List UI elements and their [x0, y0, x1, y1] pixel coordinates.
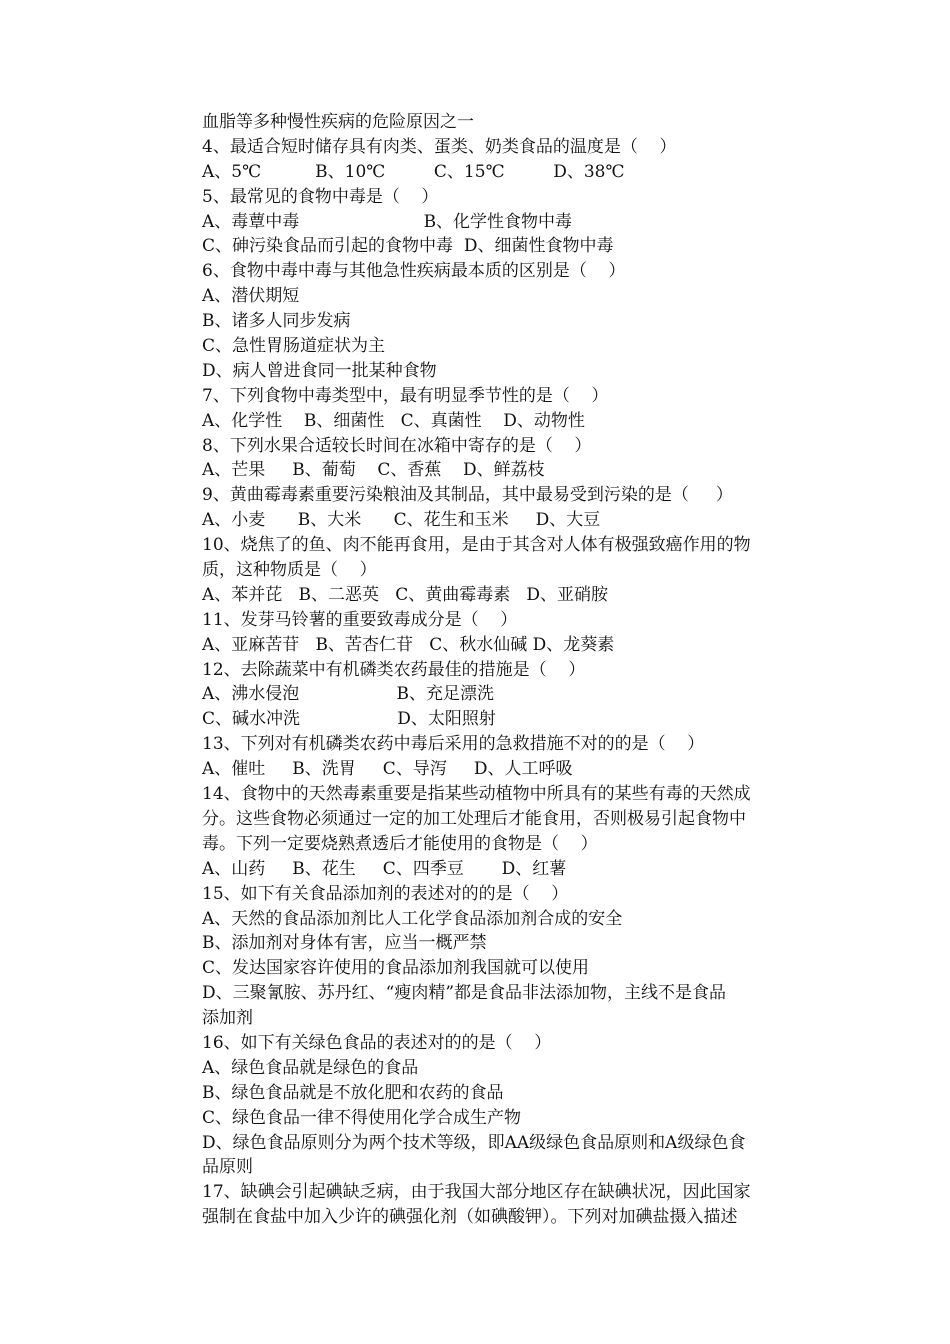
- text-line: 质，这种物质是（ ）: [202, 560, 377, 581]
- text-line: 12、去除蔬菜中有机磷类农药最佳的措施是（ ）: [202, 659, 586, 680]
- text-line: C、发达国家容许使用的食品添加剂我国就可以使用: [202, 958, 590, 979]
- text-line: D、三聚氰胺、苏丹红、“瘦肉精”都是食品非法添加物，主线不是食品: [202, 983, 727, 1004]
- text-line: 品原则: [202, 1157, 253, 1178]
- text-line: A、化学性 B、细菌性 C、真菌性 D、动物性: [202, 410, 585, 431]
- text-line: B、绿色食品就是不放化肥和农药的食品: [202, 1082, 504, 1103]
- text-line: 7、下列食物中毒类型中，最有明显季节性的是（ ）: [202, 385, 609, 406]
- text-line: A、小麦 B、大米 C、花生和玉米 D、大豆: [202, 510, 601, 531]
- text-line: 14、食物中的天然毒素重要是指某些动植物中所具有的某些有毒的天然成: [202, 784, 751, 805]
- text-line: A、山药 B、花生 C、四季豆 D、红薯: [202, 858, 567, 879]
- text-line: 5、最常见的食物中毒是（ ）: [202, 186, 439, 207]
- text-line: A、亚麻苦苷 B、苦杏仁苷 C、秋水仙碱 D、龙葵素: [202, 634, 615, 655]
- text-line: 10、烧焦了的鱼、肉不能再食用，是由于其含对人体有极强致癌作用的物: [202, 535, 751, 556]
- text-line: A、芒果 B、葡萄 C、香蕉 D、鲜荔枝: [202, 460, 545, 481]
- text-line: A、绿色食品就是绿色的食品: [202, 1057, 419, 1078]
- text-line: A、5℃ B、10℃ C、15℃ D、38℃: [202, 161, 625, 182]
- text-line: 9、黄曲霉毒素重要污染粮油及其制品，其中最易受到污染的是（ ）: [202, 485, 733, 506]
- text-line: A、毒蕈中毒 B、化学性食物中毒: [202, 211, 573, 232]
- text-line: D、病人曾进食同一批某种食物: [202, 360, 437, 381]
- text-line: 17、缺碘会引起碘缺乏病，由于我国大部分地区存在缺碘状况，因此国家: [202, 1182, 751, 1203]
- text-line: 6、食物中毒中毒与其他急性疾病最本质的区别是（ ）: [202, 261, 626, 282]
- text-line: A、潜伏期短: [202, 286, 300, 307]
- text-line: A、天然的食品添加剂比人工化学食品添加剂合成的安全: [202, 908, 623, 929]
- text-line: B、添加剂对身体有害，应当一概严禁: [202, 933, 487, 954]
- text-line: 血脂等多种慢性疾病的危险原因之一: [202, 112, 474, 132]
- text-line: 13、下列对有机磷类农药中毒后采用的急救措施不对的的是（ ）: [202, 734, 705, 755]
- text-line: 15、如下有关食品添加剂的表述对的的是（ ）: [202, 883, 569, 904]
- text-line: A、沸水侵泡 B、充足漂洗: [202, 684, 495, 705]
- text-line: C、急性胃肠道症状为主: [202, 336, 386, 357]
- document-body: [202, 110, 822, 1230]
- text-line: D、绿色食品原则分为两个技术等级，即AA级绿色食品原则和A级绿色食: [202, 1132, 746, 1153]
- text-line: 分。这些食物必须通过一定的加工处理后才能食用，否则极易引起食物中: [202, 808, 746, 829]
- text-line: C、碱水冲洗 D、太阳照射: [202, 709, 496, 730]
- text-line: B、诸多人同步发病: [202, 311, 351, 332]
- text-line: A、苯并芘 B、二恶英 C、黄曲霉毒素 D、亚硝胺: [202, 584, 609, 605]
- text-line: A、催吐 B、洗胃 C、导泻 D、人工呼吸: [202, 759, 573, 780]
- text-line: 11、发芽马铃薯的重要致毒成分是（ ）: [202, 609, 518, 630]
- text-line: 毒。下列一定要烧熟煮透后才能使用的食物是（ ）: [202, 833, 598, 854]
- text-line: 16、如下有关绿色食品的表述对的的是（ ）: [202, 1032, 552, 1053]
- text-line: 4、最适合短时储存具有肉类、蛋类、奶类食品的温度是（ ）: [202, 136, 677, 157]
- text-line: 添加剂: [202, 1008, 253, 1029]
- text-line: 强制在食盐中加入少许的碘强化剂（如碘酸钾）。下列对加碘盐摄入描述: [202, 1207, 738, 1228]
- text-line: 8、下列水果合适较长时间在冰箱中寄存的是（ ）: [202, 435, 592, 456]
- text-line: C、砷污染食品而引起的食物中毒 D、细菌性食物中毒: [202, 236, 614, 257]
- text-line: C、绿色食品一律不得使用化学合成生产物: [202, 1107, 522, 1128]
